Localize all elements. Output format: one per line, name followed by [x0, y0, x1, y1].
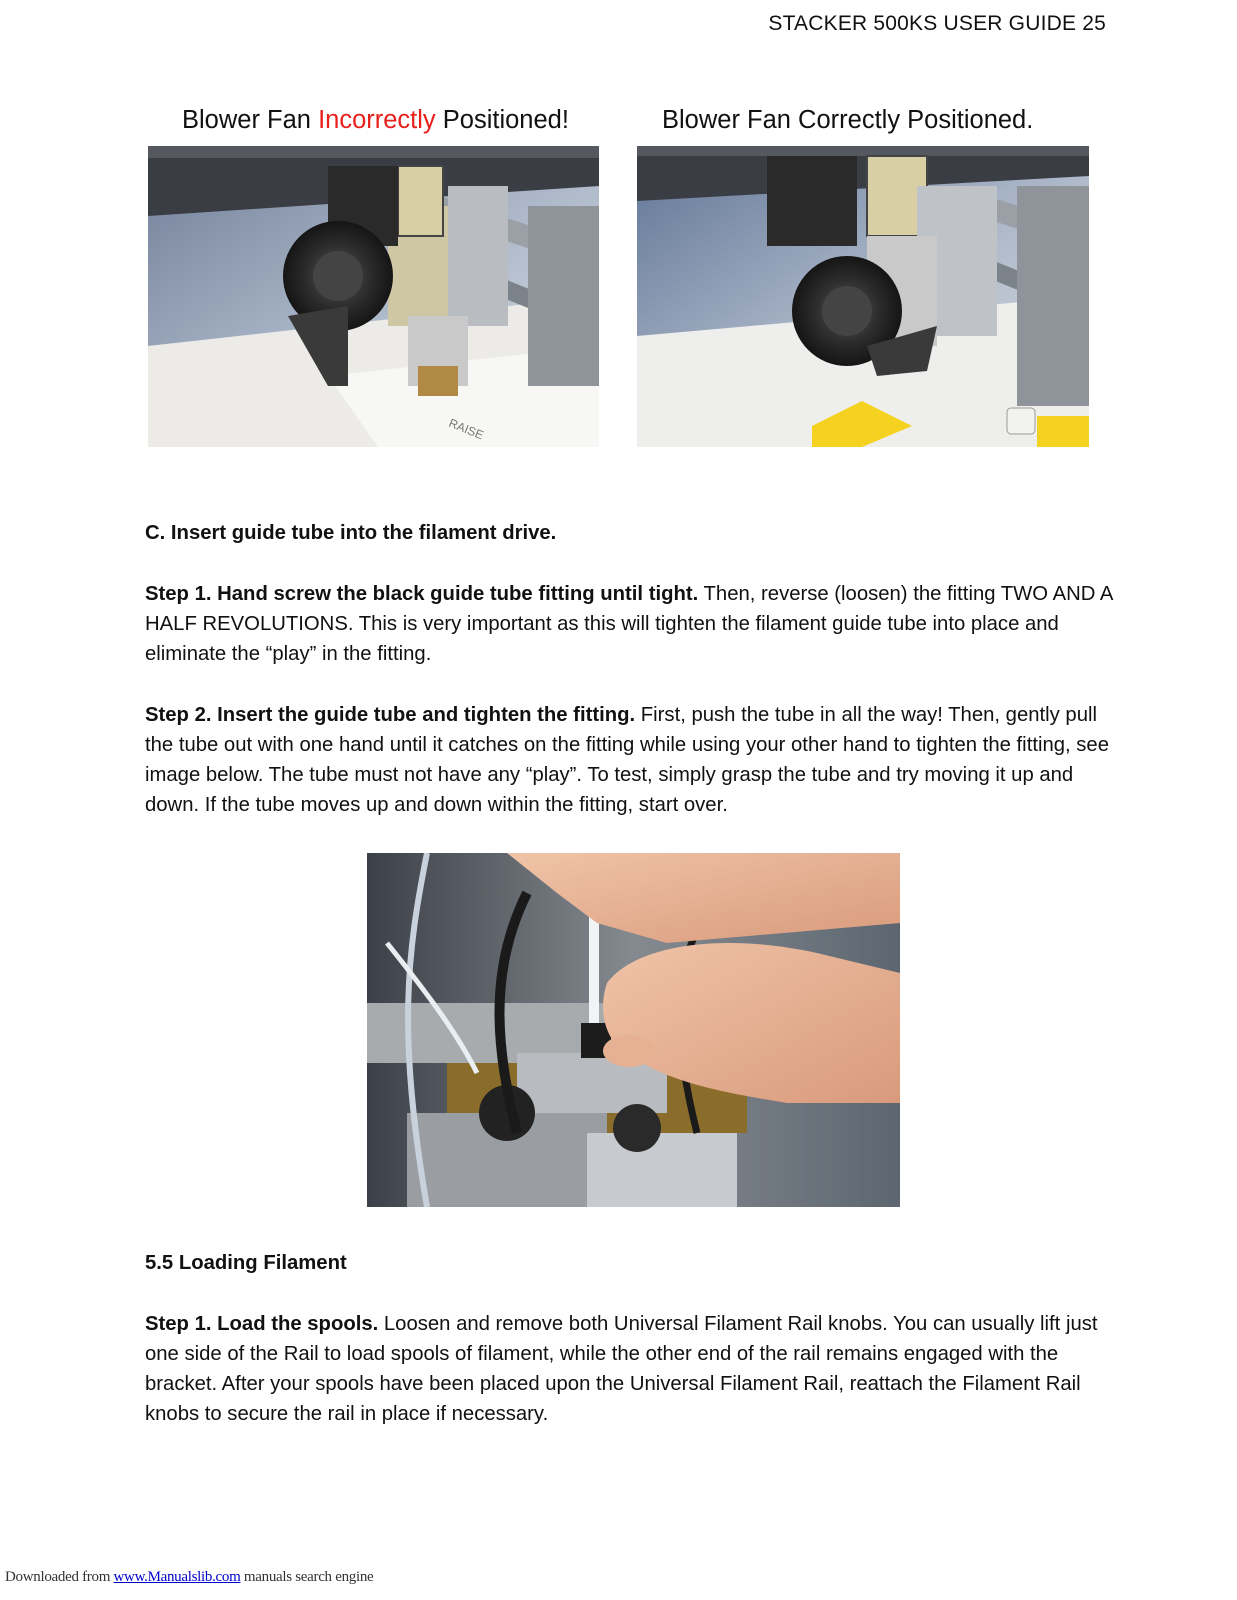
footer: [5, 1569, 373, 1586]
step1-body: Then, reverse (loosen) the fitting TWO AND A HALF REVOLUTIONS. This is very important as this will tighten the filament guide tube into place and eliminate the “play” in the fitting.: [145, 583, 1113, 665]
caption-incorrect-pre: Blower Fan: [182, 106, 319, 134]
step2-lead: Step 2. Insert the guide tube and tighten the fitting.: [145, 704, 636, 726]
load-step1-lead: Step 1. Load the spools.: [145, 1313, 379, 1335]
caption-correct: Blower Fan Correctly Positioned.: [662, 106, 1034, 134]
footer-prefix: Downloaded from: [5, 1569, 114, 1585]
step2-paragraph: [145, 700, 1125, 820]
section-c-heading: C. Insert guide tube into the filament drive.: [145, 522, 557, 544]
page-header: STACKER 500KS USER GUIDE 25: [768, 12, 1106, 35]
step1-lead: Step 1. Hand screw the black guide tube fitting until tight.: [145, 583, 699, 605]
svg-text:RAISE: RAISE: [446, 415, 486, 443]
step1-paragraph: [145, 579, 1125, 669]
load-step1-paragraph: [145, 1309, 1125, 1429]
caption-incorrect: [182, 106, 569, 135]
footer-link[interactable]: www.Manualslib.com: [113, 1569, 241, 1585]
caption-incorrect-post: Positioned!: [435, 106, 569, 134]
load-step1-body: Loosen and remove both Universal Filament Rail knobs. You can usually lift just one side of the Rail to load spools of filament, while the other end of the rail remains engaged with the bracket. After your spools have been placed upon the Universal Filament Rail, reattach the Filament Rail knobs to secure the rail in place if necessary.: [145, 1313, 1098, 1425]
section-55-heading: 5.5 Loading Filament: [145, 1252, 347, 1274]
caption-incorrect-highlight: Incorrectly: [318, 106, 436, 134]
photo-tighten-fitting: [367, 853, 900, 1207]
photo-blower-fan-correct: [637, 146, 1089, 447]
step2-body: First, push the tube in all the way! Then, gently pull the tube out with one hand until it catches on the fitting while using your other hand to tighten the fitting, see image below. The tube must not have any “play”. To test, simply grasp the tube and try moving it up and down. If the tube moves up and down within the fitting, start over.: [145, 704, 1109, 816]
footer-suffix: manuals search engine: [240, 1569, 374, 1585]
photo-blower-fan-incorrect: [148, 146, 599, 447]
